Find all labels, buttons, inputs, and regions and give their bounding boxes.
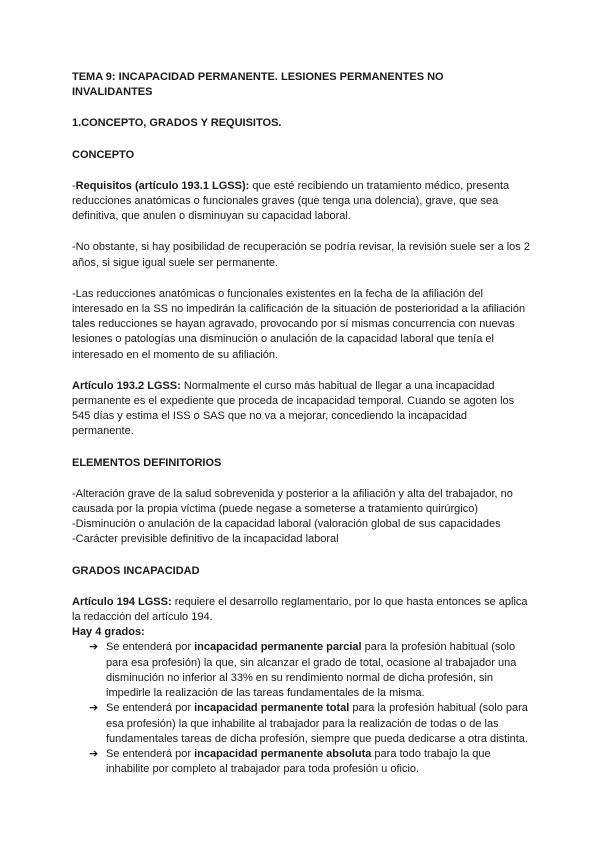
elemento-item: -Alteración grave de la salud sobrevenida y posterior a la afiliación y alta del trabajador, no causada por la propia víctima (puede negase a someterse a tratamiento quirúrgico)	[72, 487, 513, 516]
grados-list	[72, 640, 530, 777]
list-item: ➔ Se entenderá por incapacidad permanente absoluta para todo trabajo la que inhabilite por completo al trabajador para toda profesión u oficio.	[89, 747, 491, 776]
heading-elementos-definitorios: ELEMENTOS DEFINITORIOS	[72, 456, 222, 469]
paragraph-articulo-194: Artículo 194 LGSS: requiere el desarrollo reglamentario, por lo que hasta entonces se aplica la redacción del artículo 194.	[72, 595, 528, 624]
hay-4-grados: Hay 4 grados:	[72, 626, 145, 639]
arrow-right-icon: ➔	[89, 747, 99, 760]
section-heading-concepto-grados: 1.CONCEPTO, GRADOS Y REQUISITOS.	[72, 117, 282, 130]
list-item: ➔ Se entenderá por incapacidad permanente total para la profesión habitual (solo para esa profesión) la que inhabilite al trabajador para la realización de todas o de las fundamentales tareas de dicha profesión, siempre que pueda dedicarse a otra distinta.	[89, 702, 528, 745]
document-page	[72, 70, 530, 777]
document-title	[72, 70, 530, 100]
arrow-right-icon: ➔	[89, 641, 99, 654]
heading-grados-incapacidad: GRADOS INCAPACIDAD	[72, 564, 200, 577]
paragraph-no-obstante: -No obstante, si hay posibilidad de recuperación se podría revisar, la revisión suele ser a los 2 años, si sigue igual suele ser permanente.	[72, 241, 530, 269]
paragraph-reducciones: -Las reducciones anatómicas o funcionales existentes en la fecha de la afiliación del interesado en la SS no impedirán la calificación de la situación de posterioridad a la afiliación tales reducciones se hayan agravado, provocando por sí mismas concurrencia con nuevas lesiones o patologías una disminución o anulación de la capacidad laboral que tenía el interesado en el momento de su afiliación.	[72, 287, 526, 361]
paragraph-articulo-193-2: Artículo 193.2 LGSS: Normalmente el curso más habitual de llegar a una incapacidad permanente es el expediente que proceda de incapacidad temporal. Cuando se agoten los 545 días y estima el ISS o SAS que no va a mejorar, concediendo la incapacidad permanente.	[72, 379, 515, 438]
arrow-right-icon: ➔	[89, 702, 99, 715]
title-line-2: INVALIDANTES	[72, 86, 153, 99]
elemento-item: -Disminución o anulación de la capacidad laboral (valoración global de sus capacidades	[72, 518, 501, 531]
articulo-193-2-label: Artículo 193.2 LGSS:	[72, 379, 181, 392]
heading-concepto: CONCEPTO	[72, 148, 135, 161]
list-item: ➔ Se entenderá por incapacidad permanente parcial para la profesión habitual (solo para esa profesión) la que, sin alcanzar el grado de total, ocasione al trabajador una disminución no inferior al 33% en su rendimiento normal de dicha profesión, sin impedirle la realización de las tareas fundamentales de la misma.	[89, 641, 517, 700]
requisitos-label: Requisitos (artículo 193.1 LGSS):	[75, 179, 250, 192]
paragraph-requisitos: -Requisitos (artículo 193.1 LGSS): que esté recibiendo un tratamiento médico, presenta reducciones anatómicas o funcionales graves (que tenga una dolencia), grave, que sea definitiva, que anulen o disminuyan su capacidad laboral.	[72, 179, 510, 223]
elemento-item: -Carácter previsible definitivo de la incapacidad laboral	[72, 533, 339, 546]
title-line-1: TEMA 9: INCAPACIDAD PERMANENTE. LESIONES PERMANENTES NO	[72, 71, 444, 83]
articulo-194-label: Artículo 194 LGSS:	[72, 595, 172, 608]
